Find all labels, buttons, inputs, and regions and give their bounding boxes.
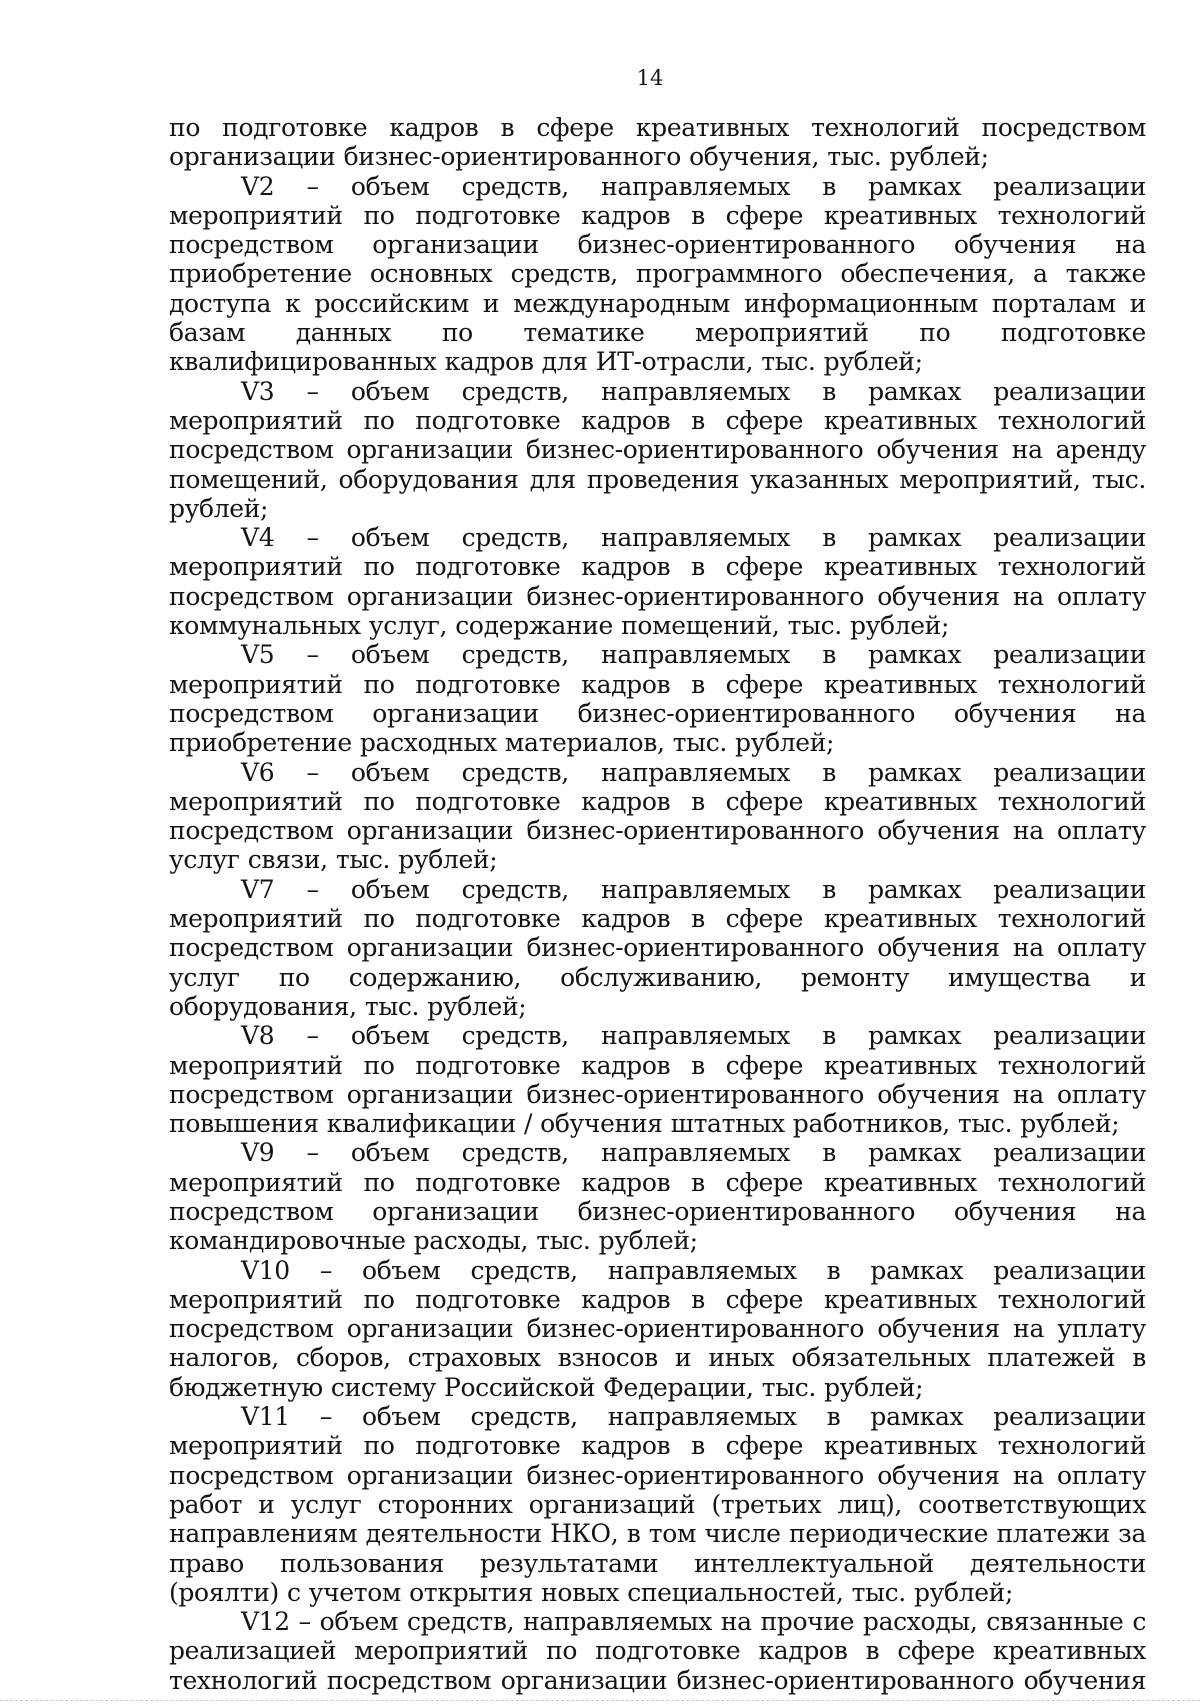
paragraph-v8: V8 – объем средств, направляемых в рамках реализации мероприятий по подготовке кадров в сфере креативных технологий посредством организации бизнес-ориентированного обучения на оплату повышения квалификации / обучения штатных работников, тыс. рублей; (169, 1021, 1146, 1139)
paragraph-v2: V2 – объем средств, направляемых в рамках реализации мероприятий по подготовке кадров в сфере креативных технологий посредством организации бизнес-ориентированного обучения на приобретение основных средств, программного обеспечения, а также доступа к российским и международным информационным порталам и базам данных по тематике мероприятий по подготовке квалифицированных кадров для ИТ-отрасли, тыс. рублей; (169, 171, 1146, 377)
paragraph-v12: V12 – объем средств, направляемых на прочие расходы, связанные с реализацией мероприятий по подготовке кадров в сфере креативных технологий посредством организации бизнес-ориентированного обучения (169, 1607, 1146, 1695)
paragraph-v10: V10 – объем средств, направляемых в рамках реализации мероприятий по подготовке кадров в сфере креативных технологий посредством организации бизнес-ориентированного обучения на уплату налогов, сборов, страховых взносов и иных обязательных платежей в бюджетную систему Российской Федерации, тыс. рублей; (169, 1255, 1146, 1402)
paragraph-v9: V9 – объем средств, направляемых в рамках реализации мероприятий по подготовке кадров в сфере креативных технологий посредством организации бизнес-ориентированного обучения на командировочные расходы, тыс. рублей; (169, 1138, 1146, 1256)
paragraph-v11: V11 – объем средств, направляемых в рамках реализации мероприятий по подготовке кадров в сфере креативных технологий посредством организации бизнес-ориентированного обучения на оплату работ и услуг сторонних организаций (третьих лиц), соответствующих направлениям деятельности НКО, в том числе периодические платежи за право пользования результатами интеллектуальной деятельности (роялти) с учетом открытия новых специальностей, тыс. рублей; (169, 1402, 1146, 1607)
paragraph-v5: V5 – объем средств, направляемых в рамках реализации мероприятий по подготовке кадров в сфере креативных технологий посредством организации бизнес-ориентированного обучения на приобретение расходных материалов, тыс. рублей; (169, 640, 1146, 758)
page-edge-divider (0, 1700, 1200, 1702)
page-number: 14 (636, 66, 664, 90)
paragraph-continuation: по подготовке кадров в сфере креативных технологий посредством организации бизнес-ориентированного обучения, тыс. рублей; (169, 113, 1146, 172)
paragraph-v7: V7 – объем средств, направляемых в рамках реализации мероприятий по подготовке кадров в сфере креативных технологий посредством организации бизнес-ориентированного обучения на оплату услуг по содержанию, обслуживанию, ремонту имущества и оборудования, тыс. рублей; (169, 874, 1146, 1021)
document-body (169, 113, 1146, 1695)
paragraph-v4: V4 – объем средств, направляемых в рамках реализации мероприятий по подготовке кадров в сфере креативных технологий посредством организации бизнес-ориентированного обучения на оплату коммунальных услуг, содержание помещений, тыс. рублей; (169, 523, 1146, 641)
paragraph-v3: V3 – объем средств, направляемых в рамках реализации мероприятий по подготовке кадров в сфере креативных технологий посредством организации бизнес-ориентированного обучения на аренду помещений, оборудования для проведения указанных мероприятий, тыс. рублей; (169, 376, 1146, 523)
paragraph-v6: V6 – объем средств, направляемых в рамках реализации мероприятий по подготовке кадров в сфере креативных технологий посредством организации бизнес-ориентированного обучения на оплату услуг связи, тыс. рублей; (169, 757, 1146, 875)
